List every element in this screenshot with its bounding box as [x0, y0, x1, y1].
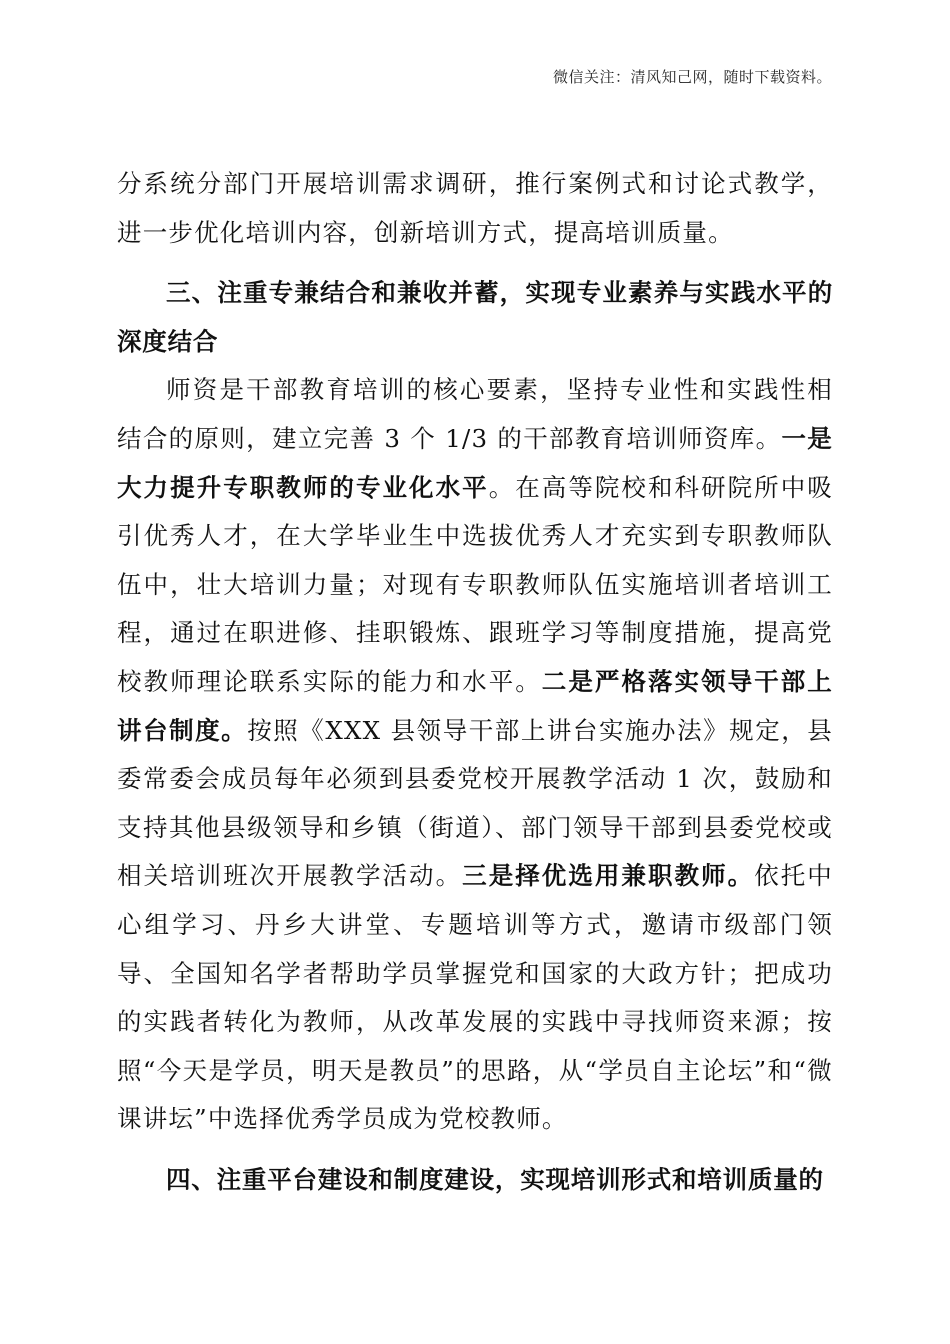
paragraph-text-1: 。在高等院校和科研院所中吸引优秀人才，在大学毕业生中选拔优秀人才充实到专职教师队伍中，壮大培训力量；对现有专职教师队伍实施培训者培训工程，通过在职进修、挂职锻炼、跟班学习等制度措施，提高党校教师理论联系实际的能力和水平。	[117, 472, 833, 696]
header-note: 微信关注：清风知己网，随时下载资料。	[552, 68, 832, 86]
paragraph-text-3: 依托中心组学习、丹乡大讲堂、专题培训等方式，邀请市级部门领导、全国知名学者帮助学员掌握党和国家的大政方针；把成功的实践者转化为教师，从改革发展的实践中寻找师资来源；按照“今天是学员，明天是教员”的思路，从“学员自主论坛”和“微课讲坛”中选择优秀学员成为党校教师。	[117, 861, 833, 1134]
paragraph-continuation: 分系统分部门开展培训需求调研，推行案例式和讨论式教学，进一步优化培训内容，创新培训方式，提高培训质量。	[117, 169, 833, 247]
document-body	[117, 160, 833, 1204]
paragraph-faculty	[117, 366, 833, 1144]
paragraph-text-2: 按照《XXX 县领导干部上讲台实施办法》规定，县委常委会成员每年必须到县委党校开展教学活动 1 次，鼓励和支持其他县级领导和乡镇（街道）、部门领导干部到县委党校或相关培训班次开展教学活动。	[117, 715, 833, 891]
paragraph-intro: 师资是干部教育培训的核心要素，坚持专业性和实践性相结合的原则，建立完善 3 个 1/3 的干部教育培训师资库。	[117, 375, 833, 453]
bold-point-3: 三是择优选用兼职教师。	[462, 861, 755, 891]
bold-point-1: 一是大力提升专职教师的专业化水平	[117, 423, 833, 502]
section-heading-4: 四、注重平台建设和制度建设，实现培训形式和培训质量的	[166, 1164, 824, 1194]
bold-point-2: 二是严格落实领导干部上讲台制度。	[117, 666, 833, 745]
section-heading-3: 三、注重专兼结合和兼收并蓄，实现专业素养与实践水平的深度结合	[117, 278, 833, 356]
